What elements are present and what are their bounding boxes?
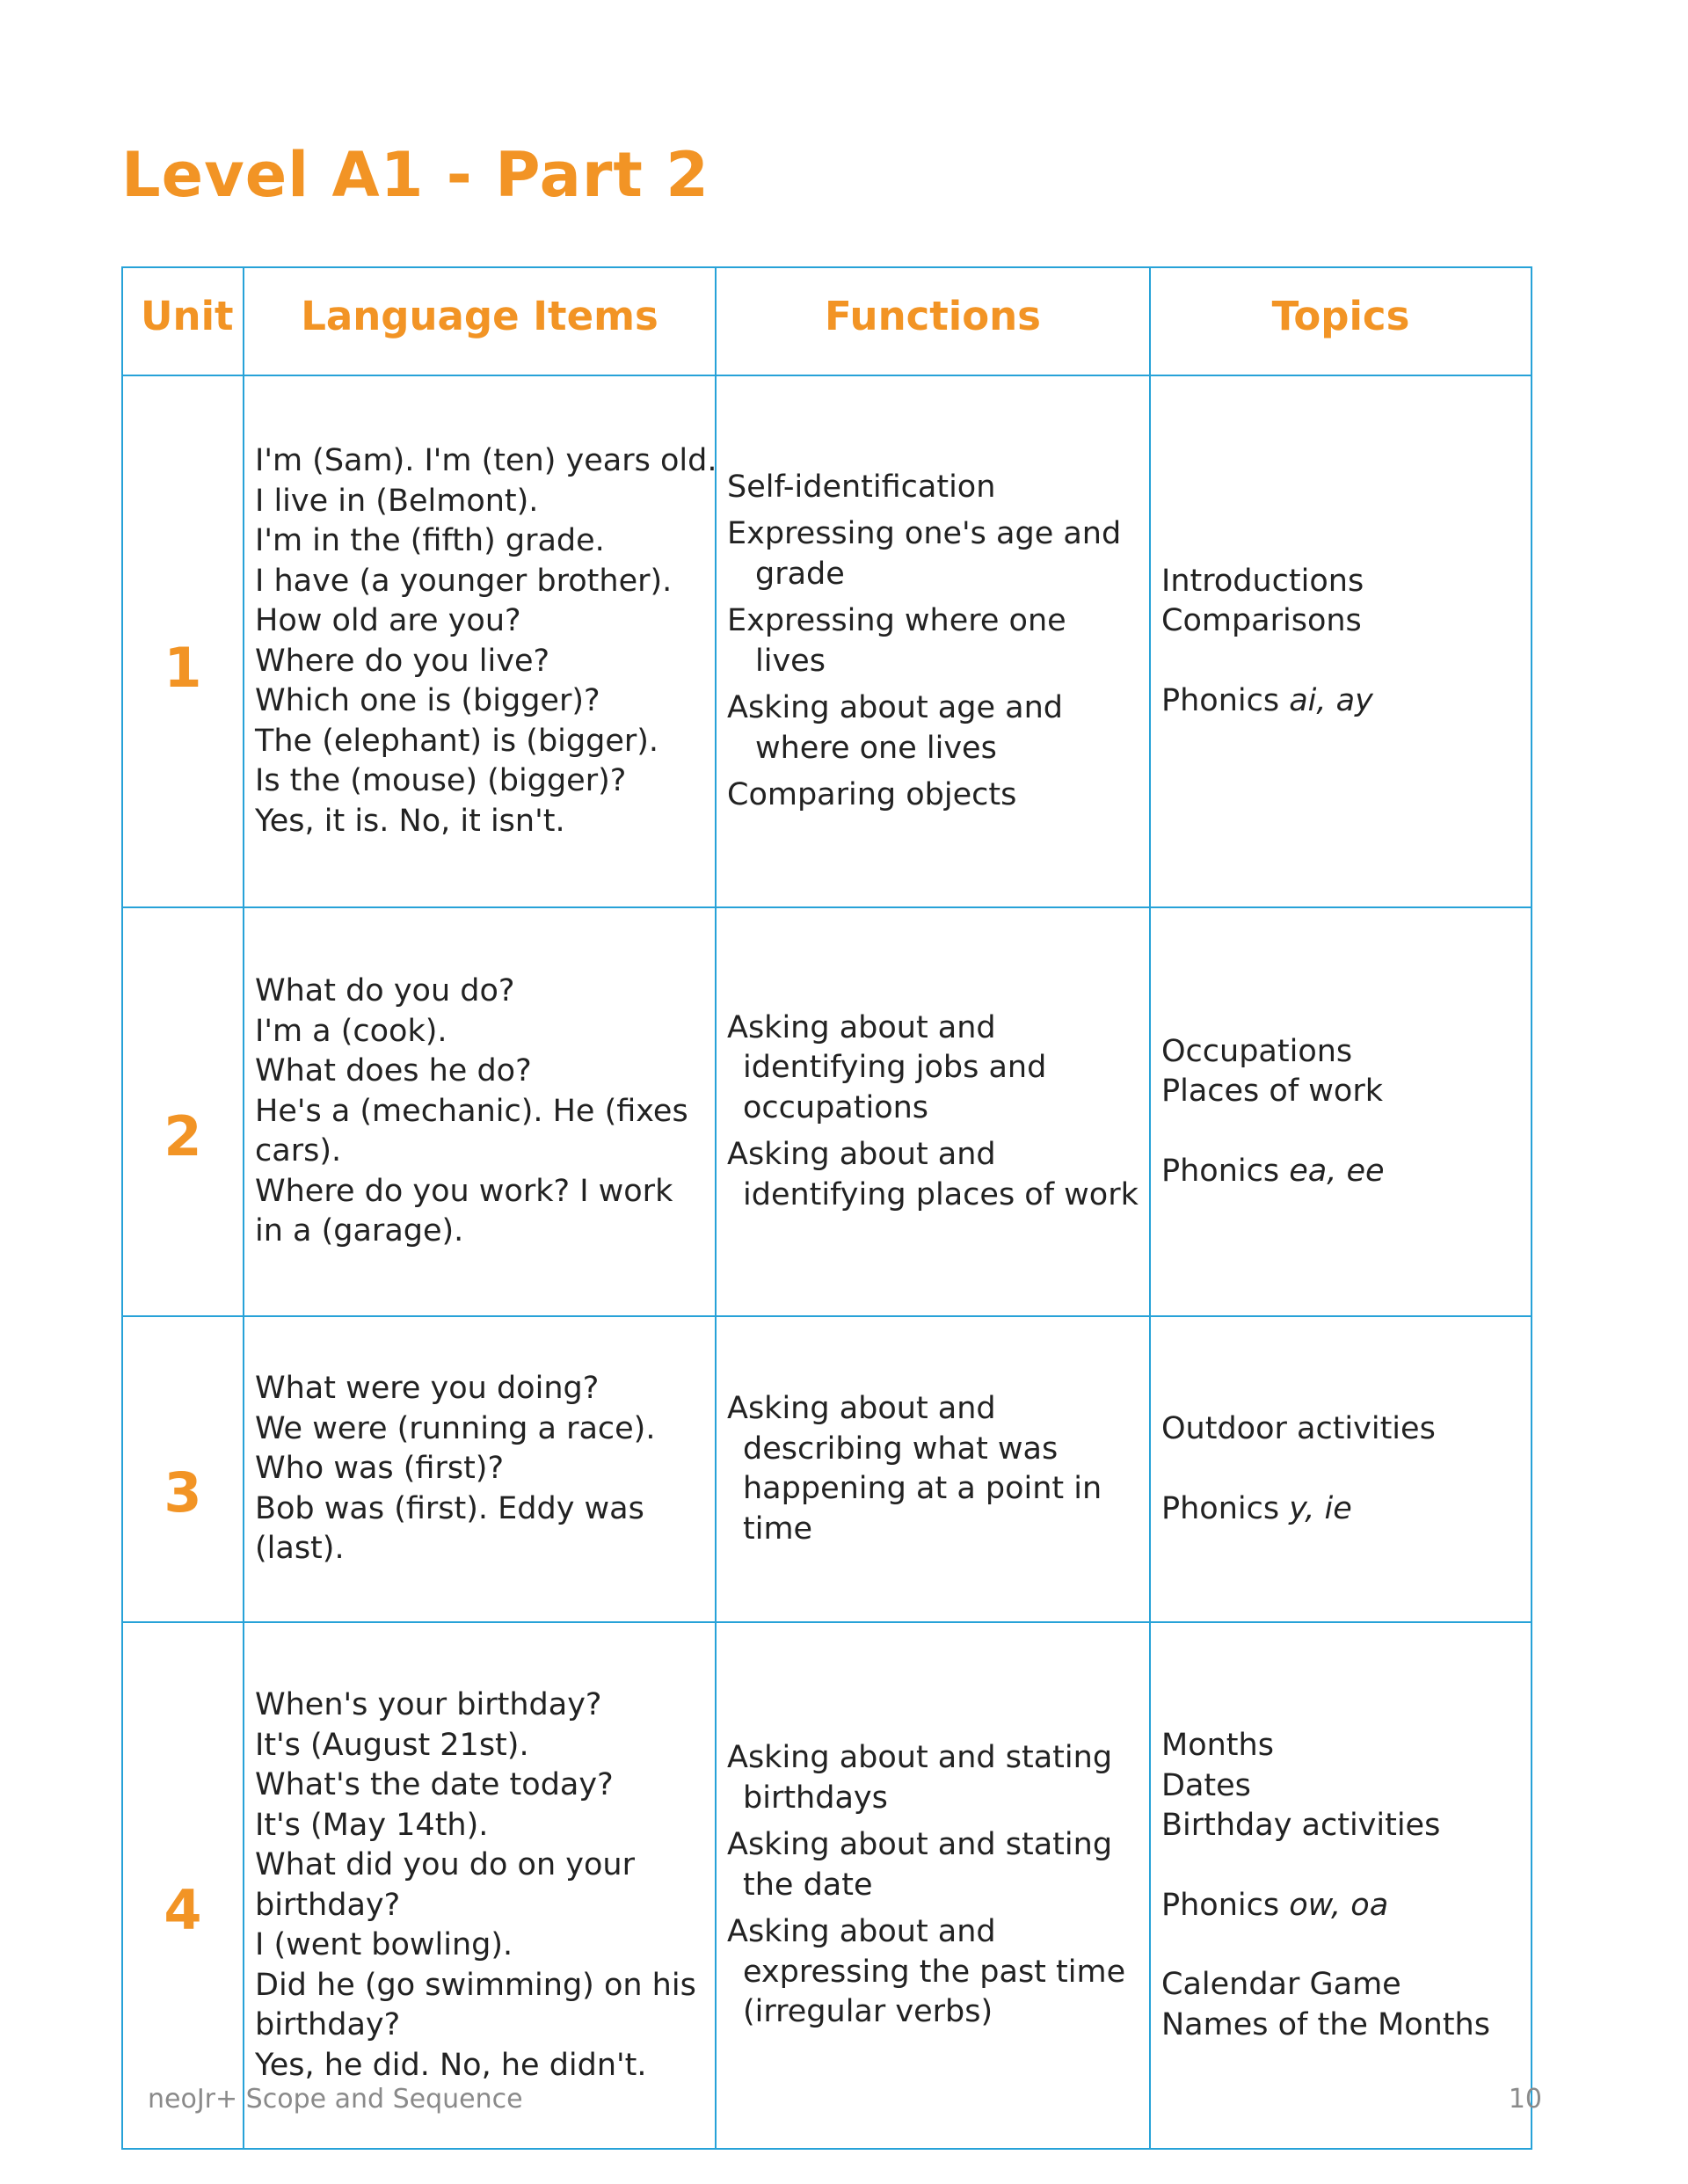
function-item: Asking about age and where one lives [727, 690, 1063, 766]
unit-number: 4 [122, 1622, 244, 2149]
language-item: I have (a younger brother). [255, 563, 673, 599]
language-items-cell [244, 375, 716, 907]
language-item: I (went bowling). [255, 1927, 513, 1962]
functions-cell [716, 1622, 1150, 2149]
language-items-cell [244, 1316, 716, 1622]
functions-cell [716, 375, 1150, 907]
language-item: Yes, he did. No, he didn't. [255, 2047, 647, 2083]
language-item: Is the (mouse) (bigger)? [255, 763, 627, 798]
functions-cell [716, 907, 1150, 1316]
phonics-sounds: ai, ay [1289, 682, 1373, 718]
topic-item: Calendar Game [1161, 1967, 1401, 2002]
topic-item: Comparisons [1161, 603, 1362, 639]
language-item: It's (May 14th). [255, 1807, 489, 1843]
table-row [122, 907, 1532, 1316]
topic-item: Months [1161, 1728, 1274, 1763]
scope-table [121, 266, 1532, 2150]
language-item: in a (garage). [255, 1213, 464, 1249]
phonics-line: Phonics y, ie [1161, 1490, 1352, 1526]
language-item: Where do you live? [255, 643, 550, 679]
function-item: Comparing objects [727, 777, 1017, 812]
table-row [122, 1316, 1532, 1622]
function-item: Asking about and stating the date [727, 1827, 1113, 1903]
topic-item: Birthday activities [1161, 1808, 1441, 1843]
table-row [122, 1622, 1532, 2149]
language-item: When's your birthday? [255, 1687, 602, 1722]
language-item: What do you do? [255, 973, 515, 1009]
language-item: Yes, it is. No, it isn't. [255, 803, 565, 839]
language-item: The (elephant) is (bigger). [255, 723, 659, 759]
header-topics: Topics [1150, 267, 1532, 375]
page-number: 10 [1508, 2084, 1542, 2115]
topics-cell [1150, 907, 1532, 1316]
language-item: What did you do on your [255, 1847, 635, 1882]
page-title: Level A1 - Part 2 [121, 139, 709, 211]
language-item: I'm in the (fifth) grade. [255, 523, 605, 558]
language-item: Bob was (first). Eddy was [255, 1490, 644, 1526]
footer-document-title: neoJr+ Scope and Sequence [148, 2084, 523, 2115]
phonics-sounds: y, ie [1289, 1490, 1352, 1526]
language-item: Where do you work? I work [255, 1173, 673, 1209]
header-functions: Functions [716, 267, 1150, 375]
language-item: What does he do? [255, 1053, 532, 1089]
language-item: What were you doing? [255, 1371, 600, 1407]
phonics-line: Phonics ow, oa [1161, 1887, 1389, 1923]
unit-number: 1 [122, 375, 244, 907]
language-item: He's a (mechanic). He (fixes [255, 1093, 688, 1129]
phonics-line: Phonics ai, ay [1161, 682, 1373, 718]
header-unit: Unit [122, 267, 244, 375]
language-item: Who was (first)? [255, 1451, 505, 1487]
language-item: Which one is (bigger)? [255, 683, 600, 718]
language-item: cars). [255, 1133, 342, 1169]
table-row [122, 375, 1532, 907]
phonics-line: Phonics ea, ee [1161, 1153, 1385, 1189]
topics-cell [1150, 1622, 1532, 2149]
language-item: birthday? [255, 1887, 401, 1923]
header-language-items: Language Items [244, 267, 716, 375]
phonics-sounds: ea, ee [1289, 1153, 1385, 1189]
function-item: Expressing one's age and grade [727, 516, 1122, 592]
topic-item: Outdoor activities [1161, 1411, 1436, 1446]
language-item: Did he (go swimming) on his [255, 1967, 696, 2003]
topics-cell [1150, 1316, 1532, 1622]
function-item: Asking about and identifying jobs and occupations [727, 1009, 1047, 1125]
function-item: Asking about and describing what was happening at a point in time [727, 1391, 1102, 1547]
language-item: I'm (Sam). I'm (ten) years old. [255, 443, 717, 478]
function-item: Expressing where one lives [727, 603, 1066, 679]
topic-item: Dates [1161, 1767, 1251, 1803]
language-items-cell [244, 1622, 716, 2149]
language-item: (last). [255, 1531, 345, 1567]
language-item: How old are you? [255, 603, 521, 638]
topics-cell [1150, 375, 1532, 907]
topic-item: Names of the Months [1161, 2006, 1490, 2042]
language-item: birthday? [255, 2007, 401, 2042]
function-item: Asking about and identifying places of work [727, 1137, 1139, 1212]
functions-cell [716, 1316, 1150, 1622]
topic-item: Introductions [1161, 563, 1364, 599]
function-item: Asking about and stating birthdays [727, 1740, 1113, 1816]
unit-number: 3 [122, 1316, 244, 1622]
topic-item: Occupations [1161, 1033, 1353, 1069]
language-item: We were (running a race). [255, 1410, 656, 1446]
function-item: Self-identification [727, 469, 996, 505]
language-item: It's (August 21st). [255, 1727, 529, 1763]
function-item: Asking about and expressing the past time (irregular verbs) [727, 1914, 1126, 2030]
topic-item: Places of work [1161, 1074, 1383, 1110]
header-row [122, 267, 1532, 375]
language-item: I live in (Belmont). [255, 483, 539, 519]
phonics-sounds: ow, oa [1289, 1887, 1389, 1923]
language-item: What's the date today? [255, 1767, 614, 1802]
unit-number: 2 [122, 907, 244, 1316]
language-items-cell [244, 907, 716, 1316]
language-item: I'm a (cook). [255, 1013, 447, 1049]
